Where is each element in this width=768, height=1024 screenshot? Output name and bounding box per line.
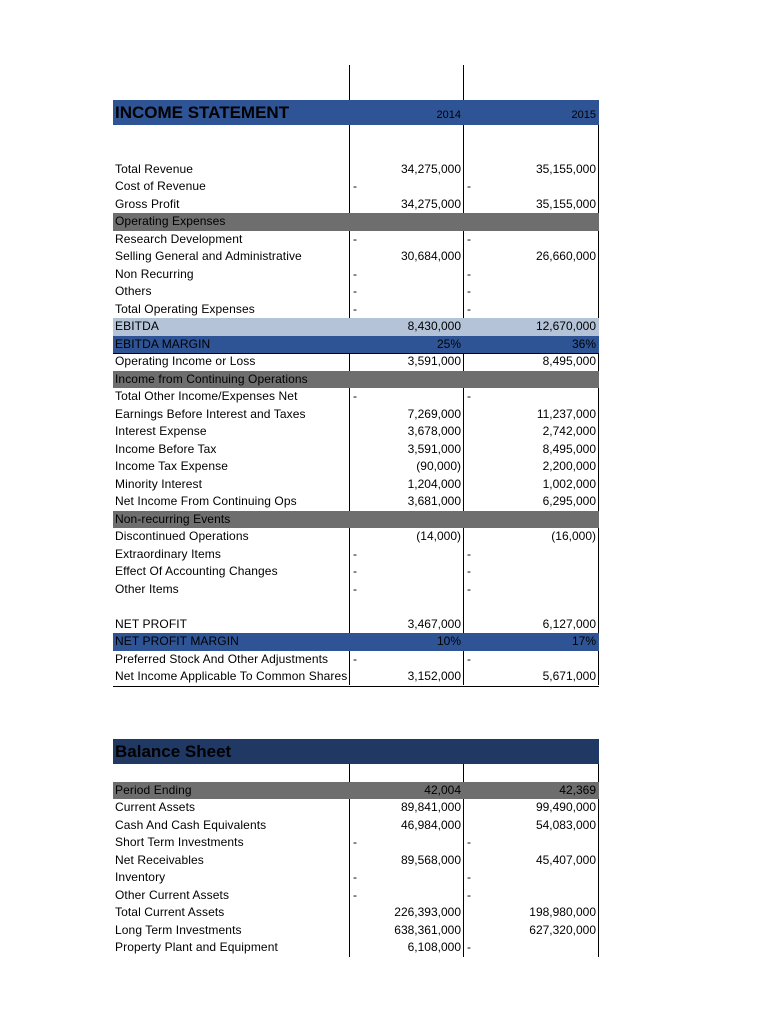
value-col1: 46,984,000 [400, 817, 461, 832]
table-row [113, 388, 599, 406]
value-2014: 3,467,000 [407, 616, 461, 631]
row-label: Income from Continuing Operations [115, 371, 308, 386]
value-2015: 12,670,000 [535, 319, 596, 333]
row-label: Gross Profit [115, 196, 180, 211]
value-2015: - [467, 301, 471, 316]
table-row [113, 782, 599, 800]
value-2014: - [353, 179, 357, 193]
value-col1: - [353, 887, 357, 902]
value-col2: - [467, 870, 471, 884]
row-label: Others [115, 284, 152, 298]
value-2014: 30,684,000 [400, 249, 461, 263]
value-col1: - [353, 870, 357, 884]
value-col1: 89,568,000 [400, 852, 461, 867]
value-2014: 25% [436, 336, 461, 351]
row-label: Extraordinary Items [115, 546, 221, 561]
value-2014: - [353, 284, 357, 298]
table-row [113, 336, 599, 355]
row-label: Total Other Income/Expenses Net [115, 389, 298, 403]
value-2015: 5,671,000 [542, 669, 596, 683]
value-2015: 6,295,000 [542, 494, 596, 508]
value-col2: 54,083,000 [535, 817, 596, 832]
value-2014 [350, 371, 464, 389]
row-label: NET PROFIT [115, 616, 188, 631]
value-2014 [350, 213, 464, 231]
table-row [113, 563, 599, 581]
table-row [113, 887, 599, 905]
row-label: Net Income Applicable To Common Shares [115, 669, 347, 683]
value-2015: (16,000) [551, 529, 596, 543]
balance-sheet-header [113, 739, 599, 764]
value-2015: 6,127,000 [542, 616, 596, 631]
row-label: Other Current Assets [115, 887, 230, 902]
value-2015: 17% [571, 634, 596, 648]
table-row [113, 231, 599, 249]
value-2015: - [467, 651, 471, 666]
table-row [113, 318, 599, 336]
table-row [113, 371, 599, 389]
value-2014: 7,269,000 [407, 406, 461, 421]
table-row [113, 939, 599, 957]
value-2014: 3,681,000 [407, 494, 461, 508]
value-2014: (14,000) [416, 529, 461, 543]
row-label: Long Term Investments [115, 922, 242, 937]
value-col1: 42,004 [424, 782, 461, 797]
value-2014: 8,430,000 [407, 319, 461, 333]
row-label: Inventory [115, 870, 166, 884]
table-row [113, 266, 599, 284]
value-2015: 8,495,000 [542, 441, 596, 456]
value-2014 [350, 598, 464, 616]
value-2015: - [467, 266, 471, 281]
income-statement-header [113, 100, 599, 125]
row-label: NET PROFIT MARGIN [115, 634, 239, 648]
value-2015: 11,237,000 [536, 406, 596, 421]
row-label: Interest Expense [115, 424, 207, 438]
balance-sheet-title: Balance Sheet [115, 742, 232, 761]
value-2014: 3,678,000 [407, 424, 461, 438]
value-col2: - [467, 835, 471, 849]
value-2015: - [467, 389, 471, 403]
value-2014: 3,591,000 [407, 441, 461, 456]
table-row [113, 817, 599, 835]
value-2014: (90,000) [416, 459, 461, 473]
year-2014-header: 2014 [436, 109, 461, 121]
value-2015: - [467, 231, 471, 246]
row-label: EBITDA [115, 319, 159, 333]
value-2014: 3,152,000 [407, 669, 461, 683]
table-row [113, 493, 599, 512]
value-2014: 34,275,000 [400, 196, 461, 211]
row-label: Research Development [115, 231, 243, 246]
row-label: Non Recurring [115, 266, 194, 281]
value-2014: 3,591,000 [407, 354, 461, 368]
value-2014: - [353, 231, 357, 246]
value-2015: 36% [571, 336, 596, 351]
value-2014: 1,204,000 [407, 476, 461, 491]
value-col1: 6,108,000 [407, 940, 461, 954]
value-2015: 35,155,000 [535, 196, 596, 211]
value-2015 [465, 371, 599, 389]
table-row [113, 458, 599, 476]
value-2015: - [467, 284, 471, 298]
table-row [113, 904, 599, 922]
value-2014: - [353, 266, 357, 281]
value-2015 [465, 213, 599, 231]
table-row [113, 353, 599, 372]
value-2014: 10% [436, 634, 461, 648]
value-2014 [350, 511, 464, 529]
value-2015: 35,155,000 [535, 161, 596, 176]
row-label: Total Operating Expenses [115, 301, 255, 316]
table-row [113, 598, 599, 616]
value-col2: 45,407,000 [535, 852, 596, 867]
row-label: Effect Of Accounting Changes [115, 564, 278, 578]
value-col1: 638,361,000 [394, 922, 461, 937]
table-row [113, 528, 599, 546]
row-label: Non-recurring Events [115, 511, 231, 526]
row-label: Total Current Assets [115, 905, 225, 919]
value-col1: 226,393,000 [394, 905, 461, 919]
table-row [113, 476, 599, 494]
table-row [113, 834, 599, 852]
table-row [113, 799, 599, 817]
value-2015: - [467, 546, 471, 561]
value-2015: - [467, 581, 471, 596]
row-label: Current Assets [115, 800, 196, 814]
table-row [113, 423, 599, 441]
row-label: Preferred Stock And Other Adjustments [115, 651, 329, 666]
table-row [113, 406, 599, 424]
row-label [115, 598, 347, 616]
value-col2: 99,490,000 [535, 800, 596, 814]
row-label: EBITDA MARGIN [115, 336, 211, 351]
row-label: Other Items [115, 581, 179, 596]
value-col2: 627,320,000 [529, 922, 596, 937]
value-2015: 1,002,000 [542, 476, 596, 491]
year-2015-header: 2015 [571, 109, 596, 121]
value-col2: - [467, 887, 471, 902]
value-2014: 34,275,000 [400, 161, 461, 176]
row-label: Income Before Tax [115, 441, 217, 456]
value-col2: - [467, 940, 471, 954]
value-2014: - [353, 301, 357, 316]
value-col1: - [353, 835, 357, 849]
value-2015 [465, 598, 599, 616]
row-label: Operating Expenses [115, 214, 226, 228]
value-2015 [465, 511, 599, 529]
table-row [113, 581, 599, 599]
value-2014: - [353, 581, 357, 596]
table-row [113, 161, 599, 179]
value-2015: 2,200,000 [542, 459, 596, 473]
row-label: Earnings Before Interest and Taxes [115, 406, 306, 421]
table-row [113, 301, 599, 320]
table-row [113, 668, 599, 687]
table-row [113, 869, 599, 887]
value-2014: - [353, 389, 357, 403]
value-2014: - [353, 546, 357, 561]
income-statement-title: INCOME STATEMENT [115, 103, 290, 122]
row-label: Operating Income or Loss [115, 354, 256, 368]
table-row [113, 213, 599, 231]
row-label: Total Revenue [115, 161, 194, 176]
value-2015: - [467, 564, 471, 578]
row-label: Short Term Investments [115, 835, 244, 849]
row-label: Income Tax Expense [115, 459, 228, 473]
row-label: Cash And Cash Equivalents [115, 817, 267, 832]
table-row [113, 283, 599, 301]
value-col2: 42,369 [559, 782, 596, 797]
table-row [113, 852, 599, 870]
value-2014: - [353, 651, 357, 666]
table-row [113, 633, 599, 651]
row-label: Period Ending [115, 782, 192, 797]
row-label: Minority Interest [115, 476, 203, 491]
table-row [113, 248, 599, 266]
value-2015: 26,660,000 [535, 249, 596, 263]
row-label: Discontinued Operations [115, 529, 249, 543]
value-2015: - [467, 179, 471, 193]
value-2015: 8,495,000 [542, 354, 596, 368]
table-row [113, 441, 599, 459]
value-2015: 2,742,000 [542, 424, 596, 438]
table-row [113, 546, 599, 564]
table-row [113, 178, 599, 196]
value-col2: 198,980,000 [529, 905, 596, 919]
value-col1: 89,841,000 [400, 800, 461, 814]
table-row [113, 196, 599, 215]
row-label: Property Plant and Equipment [115, 940, 278, 954]
row-label: Net Receivables [115, 852, 204, 867]
row-label: Net Income From Continuing Ops [115, 494, 297, 508]
row-label: Selling General and Administrative [115, 249, 302, 263]
table-row [113, 922, 599, 940]
row-label: Cost of Revenue [115, 179, 206, 193]
table-row [113, 616, 599, 634]
table-row [113, 511, 599, 529]
value-2014: - [353, 564, 357, 578]
table-row [113, 651, 599, 669]
